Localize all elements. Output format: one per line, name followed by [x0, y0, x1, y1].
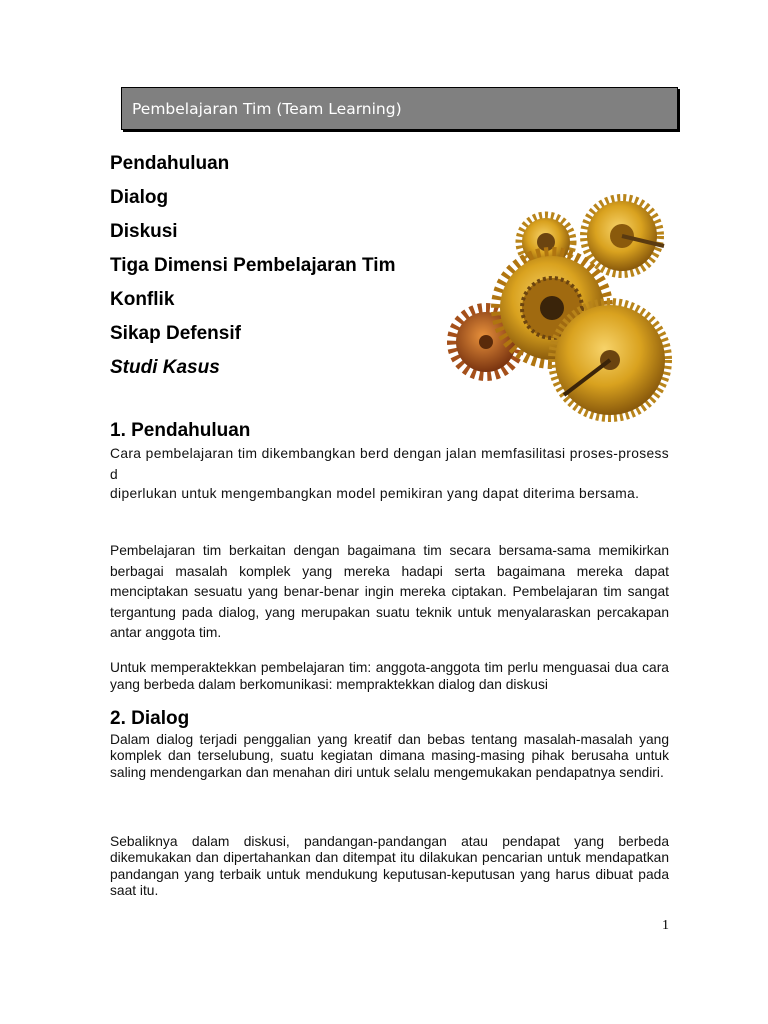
toc-item-sikap-defensif: Sikap Defensif — [110, 323, 241, 344]
gears-image — [434, 190, 686, 422]
section1-intro-clipped — [110, 444, 669, 486]
section1-intro-text: Cara pembelajaran tim dikembangkan berd dengan jalan memfasilitasi proses-prosess d — [110, 446, 669, 482]
toc-item-pendahuluan: Pendahuluan — [110, 153, 230, 174]
section2-heading: 2. Dialog — [110, 708, 190, 729]
page-number: 1 — [662, 918, 669, 933]
section1-paragraph-3: Untuk memperaktekkan pembelajaran tim: anggota-anggota tim perlu menguasai dua cara yang berbeda dalam berkomunikasi: mempraktekkan dialog dan diskusi — [110, 660, 669, 692]
title-box — [121, 87, 678, 130]
table-of-contents — [110, 152, 395, 390]
section2-paragraph-2: Sebaliknya dalam diskusi, pandangan-pandangan atau pendapat yang berbeda dikemukakan dan dipertahankan dan ditempat itu dilakukan pencarian untuk mendapatkan pandangan yang terbaik untuk mendukung keputusan-keputusan yang harus dibuat pada saat itu. — [110, 834, 669, 898]
toc-item-dialog: Dialog — [110, 187, 169, 208]
gear-top-right-icon — [584, 198, 664, 274]
section2-paragraph-1: Dalam dialog terjadi penggalian yang kreatif dan bebas tentang masalah-masalah yang komplek dan terselubung, suatu kegiatan dimana masing-masing pihak berusaha untuk saling mendengarkan dan menahan diri untuk selalu mengemukakan pendapatnya sendiri. — [110, 732, 669, 780]
section1-heading: 1. Pendahuluan — [110, 420, 251, 441]
section1-paragraph-2: Pembelajaran tim berkaitan dengan bagaimana tim secara bersama-sama memikirkan berbagai masalah komplek yang mereka hadapi serta bagaimana mereka dapat menciptakan sesuatu yang benar-benar ingin mereka ciptakan. Pembelajaran tim sangat tergantung pada dialog, yang merupakan suatu teknik untuk menyalaraskan percakapan antar anggota tim. — [110, 543, 669, 640]
toc-item-studi-kasus: Studi Kasus — [110, 357, 220, 378]
toc-item-diskusi: Diskusi — [110, 221, 178, 242]
toc-item-tiga-dimensi: Tiga Dimensi Pembelajaran Tim — [110, 255, 396, 276]
toc-item-konflik: Konflik — [110, 289, 175, 310]
section1-paragraph-1: diperlukan untuk mengembangkan model pemikiran yang dapat diterima bersama. — [110, 486, 640, 501]
document-title: Pembelajaran Tim (Team Learning) — [132, 100, 402, 118]
